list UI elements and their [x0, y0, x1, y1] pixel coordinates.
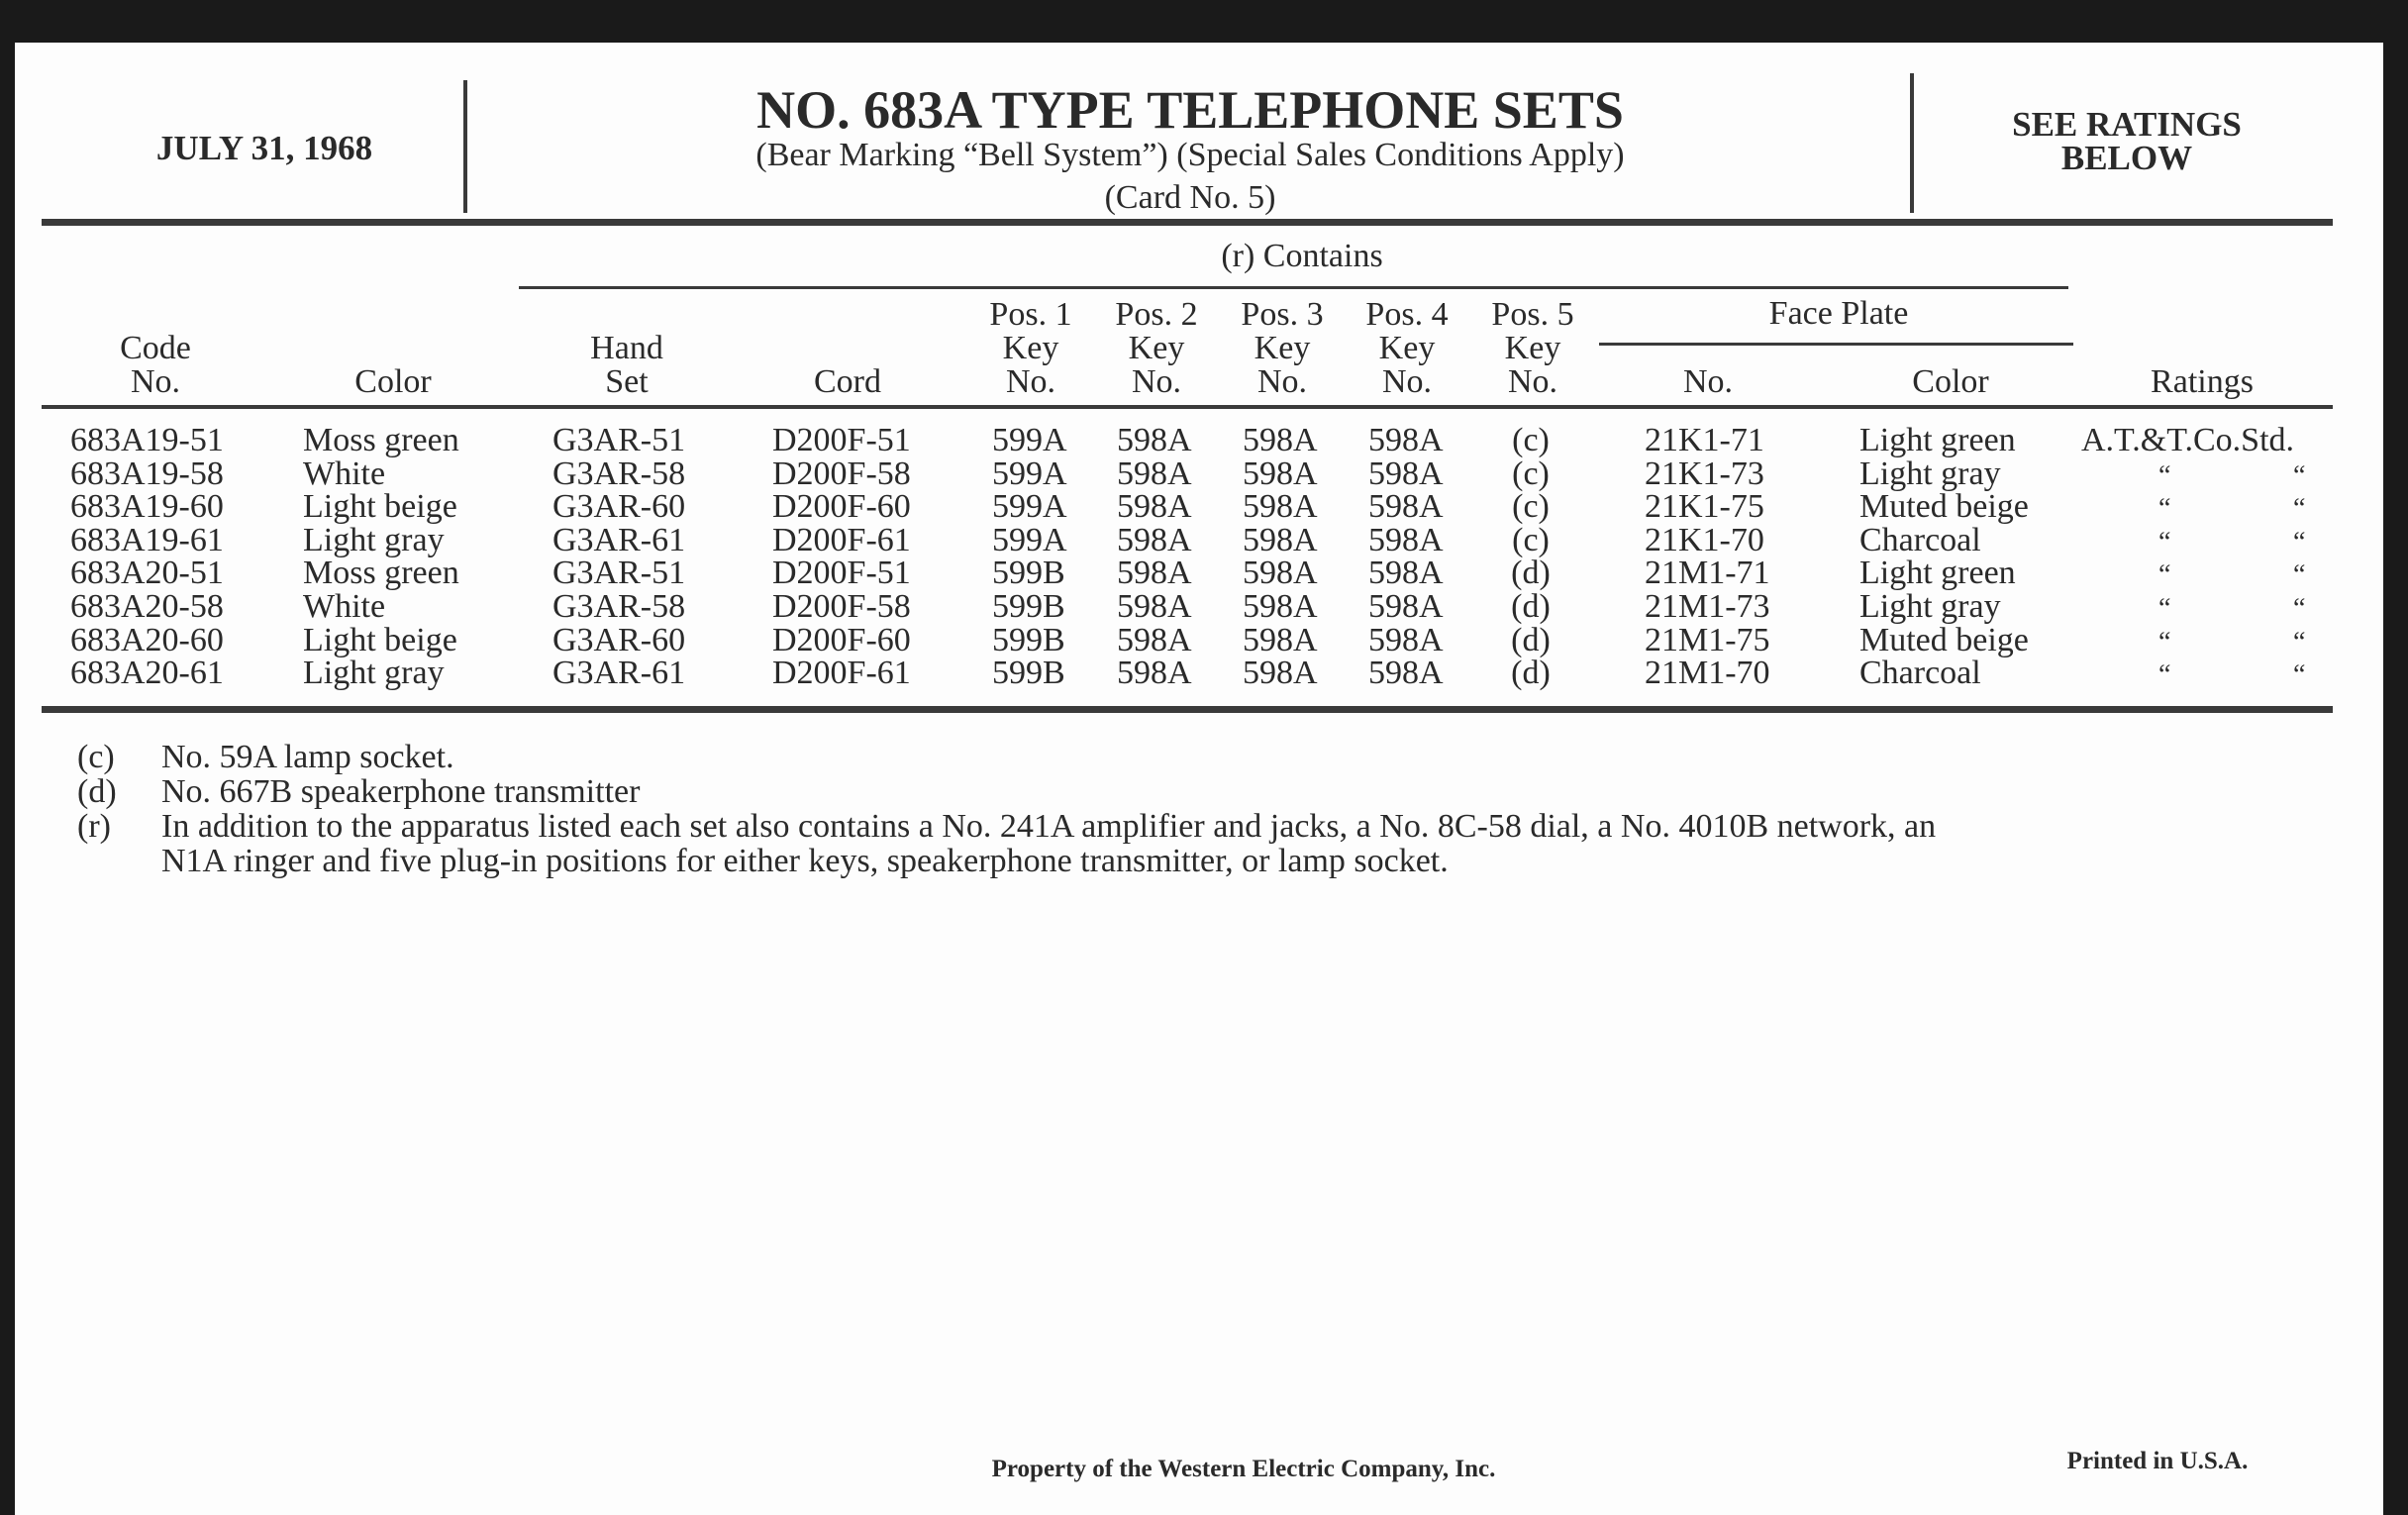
column-header-pos2: No. — [1131, 363, 1182, 400]
card-title: NO. 683A TYPE TELEPHONE SETS — [756, 80, 1624, 140]
column-header-pos1: No. — [1005, 363, 1056, 400]
cell-pos1: 599A — [992, 521, 1067, 558]
table-bottom-rule — [42, 706, 2333, 713]
ratings-note-line2: BELOW — [2060, 139, 2193, 177]
cell-fp-no: 21M1-71 — [1645, 555, 1770, 592]
cell-cord: D200F-61 — [772, 521, 911, 558]
column-header-hand-set: Set — [605, 363, 649, 400]
cell-fp-color: Light green — [1859, 555, 2016, 592]
cell-code: 683A20-58 — [70, 588, 224, 625]
cell-pos3: 598A — [1243, 621, 1318, 658]
column-header-pos4: Pos. 4 — [1365, 296, 1449, 333]
cell-pos5: (c) — [1512, 521, 1550, 558]
cell-code: 683A20-60 — [70, 621, 224, 658]
cell-color: Moss green — [303, 555, 459, 592]
cell-pos4: 598A — [1368, 422, 1444, 458]
ditto-mark: “ — [2293, 526, 2306, 557]
cell-pos3: 598A — [1243, 555, 1318, 592]
column-header-pos3: Key — [1254, 330, 1311, 366]
ditto-mark: “ — [2158, 659, 2171, 691]
cell-color: Light gray — [303, 655, 445, 692]
cell-pos4: 598A — [1368, 454, 1444, 492]
cell-pos2: 598A — [1117, 454, 1192, 492]
cell-pos1: 599B — [992, 655, 1065, 692]
cell-hand-set: G3AR-51 — [552, 555, 686, 592]
header-rule — [42, 219, 2333, 226]
column-header-pos2: Key — [1128, 330, 1185, 366]
cell-pos5: (c) — [1512, 422, 1550, 458]
column-header-pos4: No. — [1381, 363, 1433, 400]
cell-color: White — [303, 588, 386, 625]
cell-pos5: (c) — [1512, 488, 1550, 526]
column-header-pos5: No. — [1507, 363, 1558, 400]
column-header-fp-color: Color — [1912, 363, 1989, 400]
ditto-mark: “ — [2158, 626, 2171, 657]
printed-notice: Printed in U.S.A. — [2066, 1448, 2249, 1474]
cell-fp-color: Charcoal — [1859, 521, 1981, 558]
footnote-mark: (r) — [77, 808, 111, 845]
cell-pos2: 598A — [1117, 555, 1192, 592]
header-divider-right — [1910, 73, 1914, 213]
cell-pos1: 599A — [992, 488, 1067, 526]
ditto-mark: “ — [2293, 659, 2306, 691]
column-header-pos5: Key — [1504, 330, 1561, 366]
footnote-mark: (d) — [77, 773, 117, 810]
cell-cord: D200F-58 — [772, 454, 911, 492]
column-header-code: Code — [120, 330, 191, 366]
ditto-mark: “ — [2158, 459, 2171, 491]
property-notice: Property of the Western Electric Company, Inc. — [991, 1456, 1496, 1482]
column-header-pos3: No. — [1256, 363, 1308, 400]
cell-pos1: 599A — [992, 454, 1067, 492]
cell-code: 683A19-61 — [70, 521, 224, 558]
header-divider-left — [463, 80, 467, 213]
cell-fp-no: 21M1-73 — [1645, 588, 1770, 625]
ditto-mark: “ — [2293, 626, 2306, 657]
contains-rule — [519, 286, 2068, 289]
table-row — [0, 424, 2408, 457]
cell-pos3: 598A — [1243, 422, 1318, 458]
column-header-pos4: Key — [1378, 330, 1436, 366]
cell-fp-no: 21K1-71 — [1645, 422, 1764, 458]
column-header-pos5: Pos. 5 — [1491, 296, 1574, 333]
cell-fp-no: 21K1-73 — [1645, 454, 1764, 492]
table-row — [0, 656, 2408, 690]
cell-pos3: 598A — [1243, 488, 1318, 526]
card-number: (Card No. 5) — [1104, 179, 1276, 216]
cell-cord: D200F-61 — [772, 655, 911, 692]
cell-pos4: 598A — [1368, 521, 1444, 558]
cell-pos3: 598A — [1243, 588, 1318, 625]
card-date: JULY 31, 1968 — [155, 129, 373, 167]
ditto-mark: “ — [2158, 559, 2171, 591]
cell-color: Light beige — [303, 621, 457, 658]
cell-code: 683A20-61 — [70, 655, 224, 692]
cell-color: Light beige — [303, 488, 457, 526]
cell-fp-color: Light gray — [1859, 454, 2001, 492]
cell-pos1: 599B — [992, 588, 1065, 625]
table-row — [0, 556, 2408, 590]
cell-hand-set: G3AR-60 — [552, 488, 686, 526]
column-header-code: No. — [130, 363, 181, 400]
footnote-mark: (c) — [77, 739, 115, 775]
column-header-pos3: Pos. 3 — [1241, 296, 1324, 333]
cell-code: 683A20-51 — [70, 555, 224, 592]
ditto-mark: “ — [2293, 559, 2306, 591]
cell-pos5: (c) — [1512, 454, 1550, 492]
cell-fp-color: Light gray — [1859, 588, 2001, 625]
contains-group-header: (r) Contains — [1221, 238, 1383, 274]
cell-fp-no: 21M1-70 — [1645, 655, 1770, 692]
cell-pos1: 599A — [992, 422, 1067, 458]
cell-color: Moss green — [303, 422, 459, 458]
cell-pos2: 598A — [1117, 588, 1192, 625]
table-row — [0, 454, 2408, 492]
table-row — [0, 521, 2408, 558]
cell-pos2: 598A — [1117, 655, 1192, 692]
ditto-mark: “ — [2158, 526, 2171, 557]
cell-pos4: 598A — [1368, 588, 1444, 625]
cell-fp-color: Muted beige — [1859, 488, 2029, 526]
cell-cord: D200F-60 — [772, 488, 911, 526]
cell-pos2: 598A — [1117, 488, 1192, 526]
cell-pos2: 598A — [1117, 521, 1192, 558]
ditto-mark: “ — [2158, 493, 2171, 525]
table-row — [0, 490, 2408, 524]
cell-hand-set: G3AR-51 — [552, 422, 686, 458]
cell-cord: D200F-51 — [772, 555, 911, 592]
cell-hand-set: G3AR-58 — [552, 588, 686, 625]
column-header-cord: Cord — [814, 363, 881, 400]
cell-color: Light gray — [303, 521, 445, 558]
cell-pos3: 598A — [1243, 521, 1318, 558]
ditto-mark: “ — [2293, 493, 2306, 525]
cell-fp-color: Light green — [1859, 422, 2016, 458]
column-header-pos2: Pos. 2 — [1115, 296, 1198, 333]
cell-rating: A.T.&T.Co.Std. — [2081, 422, 2295, 458]
footnote-text: No. 667B speakerphone transmitter — [161, 773, 641, 810]
column-header-pos1: Key — [1002, 330, 1059, 366]
cell-pos4: 598A — [1368, 655, 1444, 692]
cell-pos4: 598A — [1368, 555, 1444, 592]
cell-hand-set: G3AR-61 — [552, 655, 686, 692]
footnote-text: N1A ringer and five plug-in positions for either keys, speakerphone transmitter, or lamp socket. — [161, 843, 1449, 879]
cell-pos2: 598A — [1117, 422, 1192, 458]
footnote-text: No. 59A lamp socket. — [161, 739, 454, 775]
cell-fp-color: Muted beige — [1859, 621, 2029, 658]
ditto-mark: “ — [2158, 593, 2171, 624]
cell-pos1: 599B — [992, 621, 1065, 658]
column-header-ratings: Ratings — [2151, 363, 2254, 400]
cell-pos2: 598A — [1117, 621, 1192, 658]
ratings-note — [2012, 105, 2242, 177]
cell-hand-set: G3AR-58 — [552, 454, 686, 492]
column-header-hand-set: Hand — [590, 330, 663, 366]
column-header-rule — [42, 405, 2333, 409]
cell-pos5: (d) — [1511, 588, 1551, 625]
cell-fp-no: 21M1-75 — [1645, 621, 1770, 658]
ratings-note-line1: SEE RATINGS — [2012, 105, 2242, 144]
table-row — [0, 621, 2408, 658]
face-plate-rule — [1599, 343, 2073, 346]
cell-pos3: 598A — [1243, 655, 1318, 692]
card-subtitle: (Bear Marking “Bell System”) (Special Sales Conditions Apply) — [755, 137, 1625, 173]
cell-cord: D200F-60 — [772, 621, 911, 658]
column-header-pos1: Pos. 1 — [989, 296, 1072, 333]
footnote-text: In addition to the apparatus listed each set also contains a No. 241A amplifier and jacks, a No. 8C-58 dial, a No. 4010B network, an — [161, 808, 1937, 845]
cell-cord: D200F-51 — [772, 422, 911, 458]
ditto-mark: “ — [2293, 459, 2306, 491]
cell-hand-set: G3AR-60 — [552, 621, 686, 658]
cell-code: 683A19-51 — [70, 422, 224, 458]
ditto-mark: “ — [2293, 593, 2306, 624]
column-header-color: Color — [354, 363, 432, 400]
cell-code: 683A19-60 — [70, 488, 224, 526]
face-plate-header: Face Plate — [1768, 295, 1909, 332]
cell-hand-set: G3AR-61 — [552, 521, 686, 558]
cell-pos1: 599B — [992, 555, 1065, 592]
table-row — [0, 590, 2408, 624]
cell-pos5: (d) — [1511, 655, 1551, 692]
cell-pos3: 598A — [1243, 454, 1318, 492]
column-header-fp-no: No. — [1682, 363, 1734, 400]
cell-pos4: 598A — [1368, 621, 1444, 658]
cell-fp-color: Charcoal — [1859, 655, 1981, 692]
cell-pos5: (d) — [1511, 621, 1551, 658]
cell-pos4: 598A — [1368, 488, 1444, 526]
cell-pos5: (d) — [1511, 555, 1551, 592]
cell-color: White — [303, 454, 386, 492]
cell-fp-no: 21K1-70 — [1645, 521, 1764, 558]
cell-code: 683A19-58 — [70, 454, 224, 492]
cell-cord: D200F-58 — [772, 588, 911, 625]
cell-fp-no: 21K1-75 — [1645, 488, 1764, 526]
